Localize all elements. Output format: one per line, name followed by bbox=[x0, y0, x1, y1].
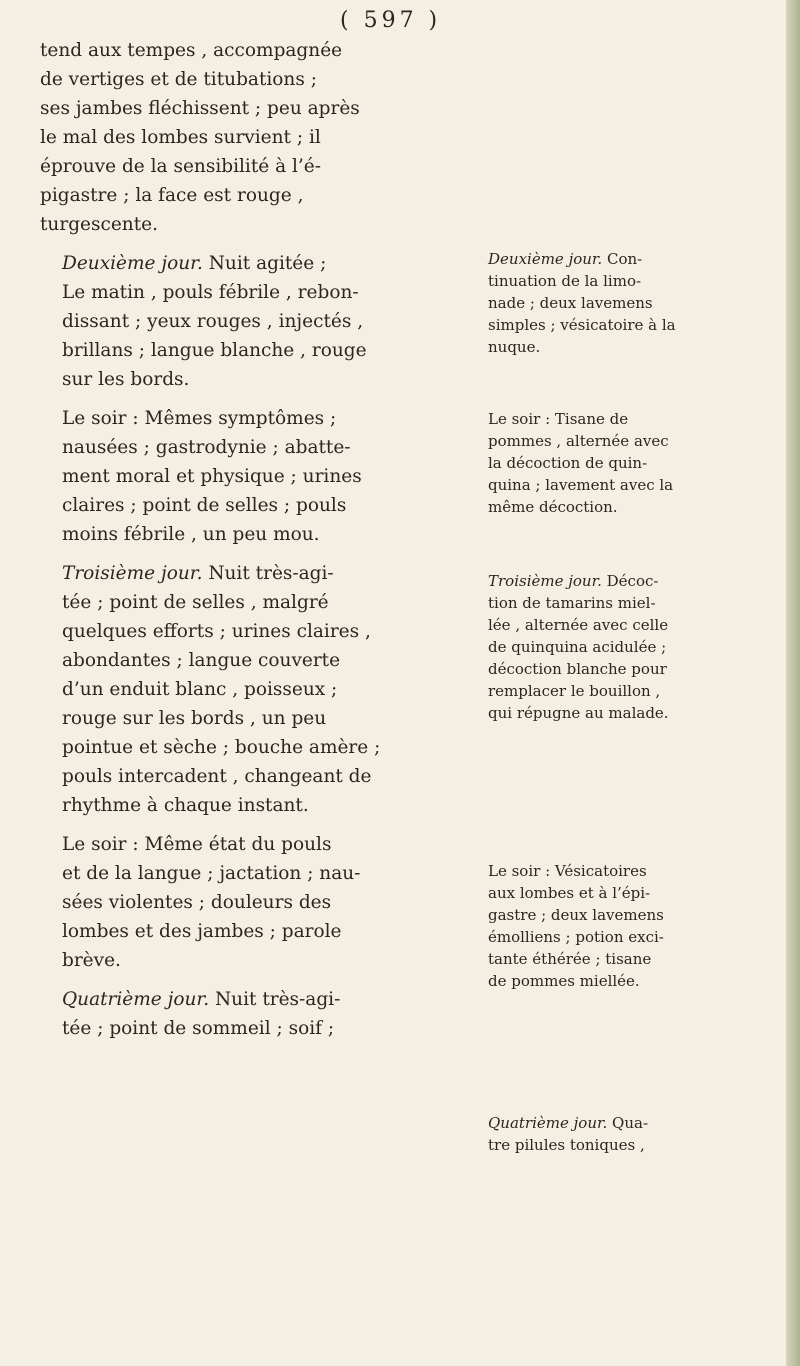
text-line: tre pilules toniques , bbox=[488, 1136, 645, 1154]
text-line: nade ; deux lavemens bbox=[488, 294, 653, 312]
text-line: pigastre ; la face est rouge , bbox=[40, 185, 304, 206]
side-note-day-three bbox=[488, 570, 793, 724]
paragraph-intro bbox=[40, 36, 480, 239]
text-line: Le soir : Tisane de bbox=[488, 410, 629, 428]
side-paragraph bbox=[488, 248, 793, 358]
text-fragment: Con- bbox=[602, 250, 643, 268]
text-line: sées violentes ; douleurs des bbox=[62, 892, 332, 913]
day-label: Troisième jour. bbox=[488, 572, 602, 590]
text-line: de quinquina acidulée ; bbox=[488, 638, 667, 656]
day-label: Deuxième jour. bbox=[488, 250, 603, 268]
text-line: simples ; vésicatoire à la bbox=[488, 316, 676, 334]
text-fragment: Nuit très-agi- bbox=[209, 989, 341, 1010]
text-line: Le soir : Vésicatoires bbox=[488, 862, 647, 880]
text-line: turgescente. bbox=[40, 214, 158, 235]
text-line: décoction blanche pour bbox=[488, 660, 667, 678]
paragraph-day-three-evening bbox=[40, 830, 480, 975]
text-line: brève. bbox=[62, 950, 121, 971]
text-line bbox=[488, 248, 793, 270]
text-line: brillans ; langue blanche , rouge bbox=[62, 340, 367, 361]
text-line: Le soir : Mêmes symptômes ; bbox=[62, 408, 337, 429]
side-paragraph bbox=[488, 1112, 793, 1156]
text-fragment: Décoc- bbox=[601, 572, 659, 590]
text-line: et de la langue ; jactation ; nau- bbox=[62, 863, 361, 884]
text-line: qui répugne au malade. bbox=[488, 704, 669, 722]
text-line: la décoction de quin- bbox=[488, 454, 648, 472]
text-line: claires ; point de selles ; pouls bbox=[62, 495, 347, 516]
text-line: pointue et sèche ; bouche amère ; bbox=[62, 737, 381, 758]
paragraph-day-three bbox=[40, 559, 480, 820]
text-line: moins fébrile , un peu mou. bbox=[62, 524, 320, 545]
text-line: tion de tamarins miel- bbox=[488, 594, 656, 612]
text-line bbox=[40, 559, 480, 588]
text-line: tante éthérée ; tisane bbox=[488, 950, 652, 968]
text-line: tée ; point de selles , malgré bbox=[62, 592, 329, 613]
text-fragment: Nuit très-agi- bbox=[202, 563, 334, 584]
page-edge bbox=[786, 0, 800, 1366]
day-label: Quatrième jour. bbox=[488, 1114, 608, 1132]
side-paragraph bbox=[488, 408, 793, 518]
day-label: Deuxième jour. bbox=[62, 253, 203, 274]
text-line: tend aux tempes , accompagnée bbox=[40, 40, 343, 61]
text-line: nausées ; gastrodynie ; abatte- bbox=[62, 437, 351, 458]
text-line: abondantes ; langue couverte bbox=[62, 650, 341, 671]
text-line: Le soir : Même état du pouls bbox=[62, 834, 332, 855]
side-note-day-three-evening bbox=[488, 860, 793, 992]
text-line: le mal des lombes survient ; il bbox=[40, 127, 321, 148]
text-line: gastre ; deux lavemens bbox=[488, 906, 664, 924]
page-number: ( 597 ) bbox=[340, 8, 442, 33]
text-line: aux lombes et à l’épi- bbox=[488, 884, 651, 902]
text-line: quina ; lavement avec la bbox=[488, 476, 674, 494]
text-line: de vertiges et de titubations ; bbox=[40, 69, 317, 90]
text-fragment: Qua- bbox=[607, 1114, 649, 1132]
text-line: tée ; point de sommeil ; soif ; bbox=[62, 1018, 335, 1039]
text-fragment: Nuit agitée ; bbox=[202, 253, 327, 274]
text-line: pommes , alternée avec bbox=[488, 432, 669, 450]
text-line: même décoction. bbox=[488, 498, 618, 516]
main-text-column bbox=[40, 36, 480, 1053]
text-line: ses jambes fléchissent ; peu après bbox=[40, 98, 360, 119]
text-line: remplacer le bouillon , bbox=[488, 682, 661, 700]
text-line: de pommes miellée. bbox=[488, 972, 640, 990]
text-line: d’un enduit blanc , poisseux ; bbox=[62, 679, 338, 700]
side-paragraph bbox=[488, 860, 793, 992]
text-line: dissant ; yeux rouges , injectés , bbox=[62, 311, 364, 332]
side-note-day-two bbox=[488, 248, 793, 358]
text-line: éprouve de la sensibilité à l’é- bbox=[40, 156, 321, 177]
day-label: Quatrième jour. bbox=[62, 989, 210, 1010]
text-line bbox=[488, 570, 793, 592]
text-line bbox=[40, 985, 480, 1014]
side-note-day-two-evening bbox=[488, 408, 793, 518]
text-line bbox=[488, 1112, 793, 1134]
text-line: pouls intercadent , changeant de bbox=[62, 766, 372, 787]
text-line: émolliens ; potion exci- bbox=[488, 928, 664, 946]
text-line: lombes et des jambes ; parole bbox=[62, 921, 342, 942]
day-label: Troisième jour. bbox=[62, 563, 203, 584]
text-line: Le matin , pouls fébrile , rebon- bbox=[62, 282, 359, 303]
side-paragraph bbox=[488, 570, 793, 724]
text-line: lée , alternée avec celle bbox=[488, 616, 669, 634]
text-line: tinuation de la limo- bbox=[488, 272, 642, 290]
paragraph-day-two-evening bbox=[40, 404, 480, 549]
text-line: sur les bords. bbox=[62, 369, 190, 390]
paragraph-day-two bbox=[40, 249, 480, 394]
paragraph-day-four bbox=[40, 985, 480, 1043]
side-note-day-four bbox=[488, 1112, 793, 1156]
text-line: ment moral et physique ; urines bbox=[62, 466, 362, 487]
text-line: quelques efforts ; urines claires , bbox=[62, 621, 371, 642]
text-line: rouge sur les bords , un peu bbox=[62, 708, 327, 729]
text-line: rhythme à chaque instant. bbox=[62, 795, 309, 816]
text-line: nuque. bbox=[488, 338, 541, 356]
text-line bbox=[40, 249, 480, 278]
